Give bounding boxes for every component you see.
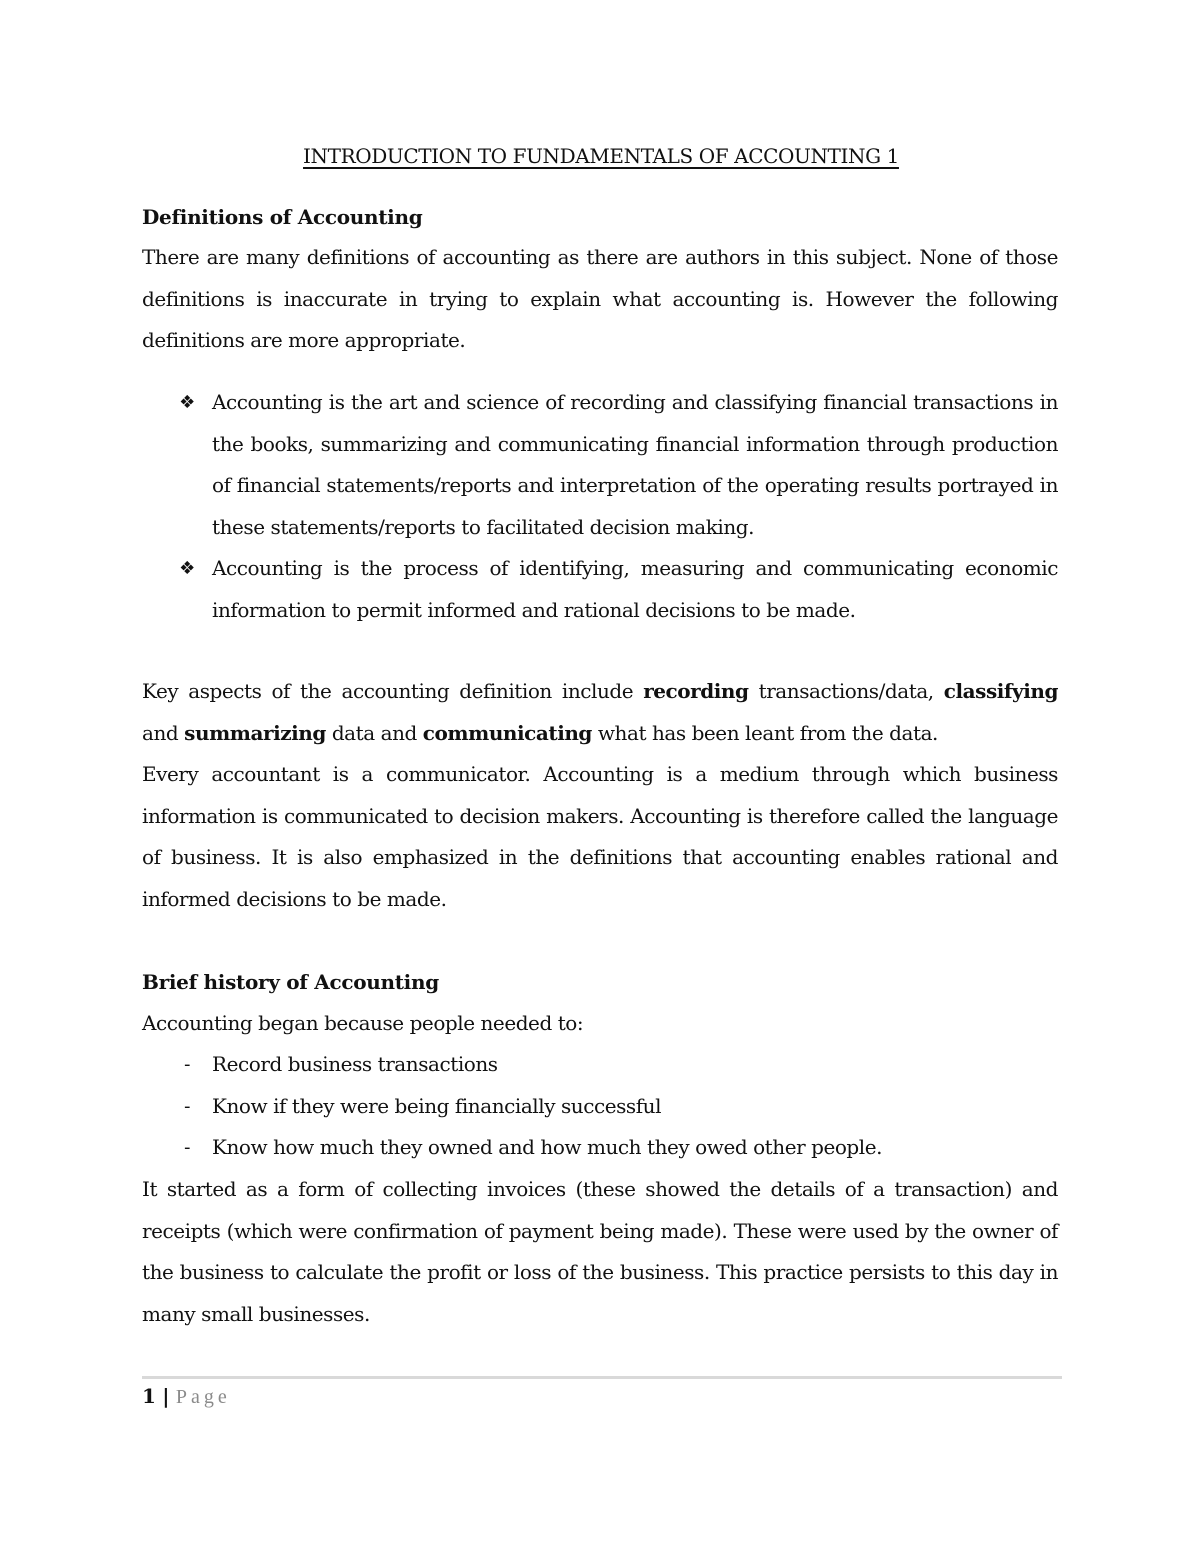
section-heading-history: Brief history of Accounting [142, 970, 439, 994]
key-aspects-paragraph [142, 671, 1058, 754]
footer-separator: | [162, 1384, 170, 1408]
definition-text: Accounting is the process of identifying, measuring and communicating economic information to permit informed and rational decisions to be made. [212, 556, 1058, 622]
definitions-bullet-list [142, 382, 1058, 631]
diamond-bullet-icon: ❖ [179, 392, 195, 413]
dash-bullet-icon: - [183, 1095, 191, 1117]
page-number: 1 [142, 1384, 156, 1408]
page-footer [142, 1382, 231, 1411]
history-item-text: Record business transactions [212, 1052, 498, 1076]
history-item-text: Know if they were being financially successful [212, 1093, 662, 1118]
dash-bullet-icon: - [183, 1137, 191, 1158]
text-run: data and [325, 720, 423, 745]
page-label: Page [175, 1386, 231, 1408]
definition-text: Accounting is the art and science of recording and classifying financial transactions in the books, summarizing and communicating financial information through production of financial statements/reports and interpretation of the operating results portrayed in these statements/reports to facilitated decision making. [212, 390, 1058, 539]
history-dash-list [142, 1044, 1058, 1169]
list-item [142, 1127, 1058, 1169]
list-item [142, 382, 1058, 548]
list-item [142, 1044, 1058, 1086]
bold-term: classifying [943, 679, 1058, 703]
history-item-text: Know how much they owned and how much they owed other people. [212, 1135, 883, 1159]
list-item [142, 1086, 1058, 1128]
dash-bullet-icon: - [183, 1054, 191, 1075]
text-run: transactions/data, [748, 679, 944, 703]
bold-term: recording [643, 679, 749, 703]
history-intro-paragraph: Accounting began because people needed to: [142, 1011, 584, 1035]
list-item [142, 548, 1058, 631]
footer-divider [142, 1376, 1062, 1379]
text-run: and [142, 720, 185, 745]
definitions-intro-paragraph: There are many definitions of accounting as there are authors in this subject. None of those definitions is inaccurate in trying to explain what accounting is. However the following definitions are more appropriate. [142, 245, 1058, 352]
bold-term: summarizing [184, 720, 326, 745]
text-run: what has been leant from the data. [591, 720, 938, 745]
communicator-paragraph: Every accountant is a communicator. Accounting is a medium through which business information is communicated to decision makers. Accounting is therefore called the language of business. It is also emphasized in the definitions that accounting enables rational and informed decisions to be made. [142, 762, 1058, 911]
diamond-bullet-icon: ❖ [179, 558, 195, 579]
text-run: Key aspects of the accounting definition include [142, 679, 644, 703]
section-heading-definitions: Definitions of Accounting [142, 205, 423, 229]
bold-term: communicating [422, 720, 592, 745]
history-body-paragraph: It started as a form of collecting invoices (these showed the details of a transaction) and receipts (which were confirmation of payment being made). These were used by the owner of the business to calculate the profit or loss of the business. This practice persists to this day in many small businesses. [142, 1177, 1058, 1326]
document-title: INTRODUCTION TO FUNDAMENTALS OF ACCOUNTING 1 [303, 144, 899, 168]
